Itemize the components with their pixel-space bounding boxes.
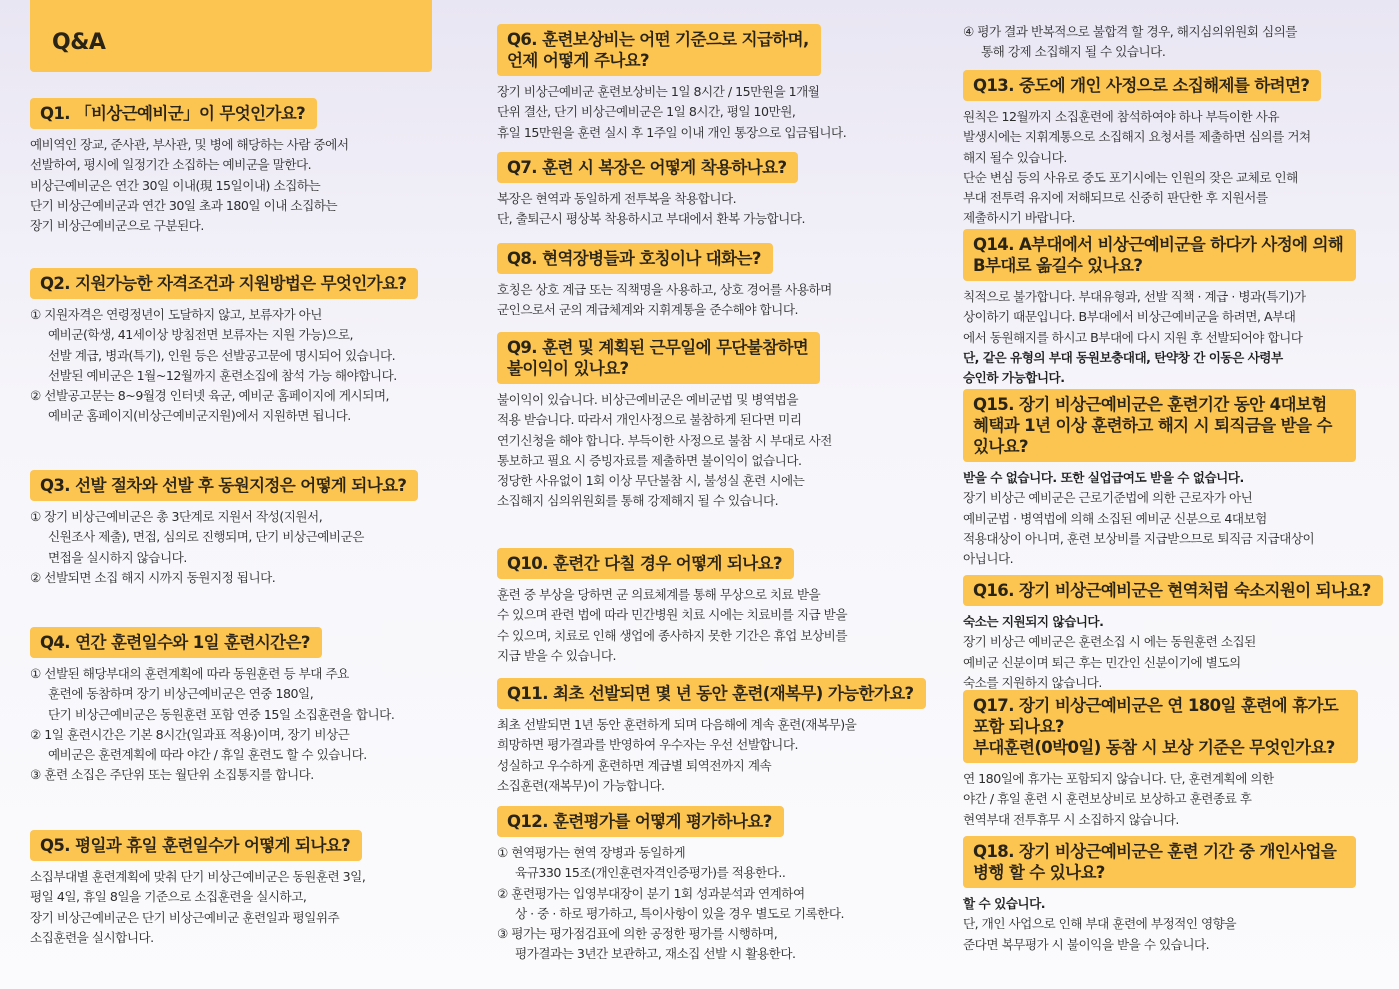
answer-line: 야간 / 휴일 훈련 시 훈련보상비로 보상하고 훈련종료 후 [963,791,1252,807]
question-heading: Q11. 최초 선발되면 몇 년 동안 훈련(재복무) 가능한가요? [497,678,926,709]
qa-section [963,389,1391,569]
question-heading: Q16. 장기 비상근예비군은 현역처럼 숙소지원이 되나요? [963,575,1383,606]
answer-text [963,107,1391,229]
qa-section [963,575,1391,693]
answer-line: 복장은 현역과 동일하게 전투복을 착용합니다. [497,191,737,206]
answer-line: 면접을 실시하지 않습니다. [48,549,187,565]
question-heading: Q17. 장기 비상근예비군은 연 180일 훈련에 휴가도 포함 되나요? 부대훈련(0박0일) 동참 시 보상 기준은 무엇인가요? [963,690,1358,763]
answer-line: 적용대상이 아니며, 훈련 보상비를 지급받으므로 퇴직금 지급대상이 [963,530,1315,546]
answer-line: ② 1일 훈련시간은 기본 8시간(일과표 적용)이며, 장기 비상근 [30,726,350,742]
answer-line: ② 훈련평가는 입영부대장이 분기 1회 성과분석과 연계하여 [497,885,805,901]
qa-section [30,830,440,948]
question-heading: Q12. 훈련평가를 어떻게 평가하나요? [497,806,784,837]
answer-line: 상 · 중 · 하로 평가하고, 특이사항이 있을 경우 별도로 기록한다. [515,905,845,921]
answer-line: 소집훈련(재복무)이 가능합니다. [497,777,665,793]
answer-line: 지급 받을 수 있습니다. [497,647,617,663]
answer-text [497,189,907,230]
answer-line: ① 현역평가는 현역 장병과 동일하게 [497,845,686,860]
answer-line: 예비군은 훈련계획에 따라 야간 / 휴일 훈련도 할 수 있습니다. [48,747,367,763]
answer-line: ② 선발공고문는 8~9월경 인터넷 육군, 예비군 홈페이지에 게시되며, [30,388,390,404]
qa-section [963,22,1391,63]
qa-section [497,243,907,321]
answer-line: ① 지원자격은 연령정년이 도달하지 않고, 보류자가 아닌 [30,307,322,322]
answer-text [30,664,440,786]
answer-line: 소집훈련을 실시합니다. [30,929,154,945]
answer-line: 예비군(학생, 41세이상 방침전면 보류자는 지원 가능)으로, [48,327,354,343]
answer-line: 통해 강제 소집해지 될 수 있습니다. [981,44,1166,60]
question-heading: Q10. 훈련간 다칠 경우 어떻게 되나요? [497,548,794,579]
answer-line: 예비역인 장교, 준사관, 부사관, 및 병에 해당하는 사람 중에서 [30,137,349,152]
qa-section [497,152,907,230]
question-heading: Q13. 중도에 개인 사정으로 소집해제를 하려면? [963,70,1321,101]
qa-section [963,836,1391,955]
answer-line: 비상근예비군은 연간 30일 이내(現 15일이내) 소집하는 [30,177,321,193]
answer-line: 숙소는 지원되지 않습니다. [963,614,1104,629]
answer-line: 부대 전투력 유지에 저해되므로 신중히 판단한 후 지원서를 [963,190,1268,206]
answer-line: 아닙니다. [963,551,1014,567]
answer-line: 선발된 예비군은 1월~12월까지 훈련소집에 참석 가능 해야합니다. [48,367,397,383]
answer-line: 에서 동원해지를 하시고 B부대에 다시 지원 후 선발되어야 합니다 [963,329,1303,345]
qa-section [497,24,907,143]
answer-text [963,22,1391,63]
question-heading: Q4. 연간 훈련일수와 1일 훈련시간은? [30,627,322,658]
answer-text [497,843,907,965]
answer-line: 장기 비상근예비군은 단기 비상근예비군 훈련일과 평일위주 [30,909,340,925]
answer-text [497,390,907,512]
qa-section [497,806,907,965]
answer-line: ④ 평가 결과 반복적으로 불합격 할 경우, 해지심의위원회 심의를 [963,24,1297,39]
answer-line: 적용 받습니다. 따라서 개인사정으로 불참하게 된다면 미리 [497,412,802,428]
answer-line: 제출하시기 바랍니다. [963,210,1075,226]
answer-line: 소집해지 심의위원회를 통해 강제해지 될 수 있습니다. [497,493,779,509]
answer-line: 최초 선발되면 1년 동안 훈련하게 되며 다음해에 계속 훈련(재복무)을 [497,717,857,732]
qa-section [30,627,440,786]
qa-section [497,678,914,796]
answer-text [497,82,907,143]
answer-line: 숙소를 지원하지 않습니다. [963,674,1102,690]
question-heading: Q8. 현역장병들과 호칭이나 대화는? [497,243,773,274]
answer-text [963,468,1391,569]
question-heading: Q3. 선발 절차와 선발 후 동원지정은 어떻게 되나요? [30,470,418,501]
qa-section [30,268,440,427]
answer-line: 예비군법 · 병역법에 의해 소집된 예비군 신분으로 4대보험 [963,510,1267,526]
answer-line: 단, 개인 사업으로 인해 부대 훈련에 부정적인 영향을 [963,916,1237,932]
page-title: Q&A [52,30,106,55]
answer-line: 선발 계급, 병과(특기), 인원 등은 선발공고문에 명시되어 있습니다. [48,347,396,363]
answer-line: 현역부대 전투휴무 시 소집하지 않습니다. [963,811,1179,827]
answer-text [30,867,440,948]
answer-line: 연 180일에 휴가는 포함되지 않습니다. 단, 훈련계획에 의한 [963,771,1274,786]
answer-line: 해지 될수 있습니다. [963,149,1067,165]
answer-text [963,894,1391,955]
question-heading: Q2. 지원가능한 자격조건과 지원방법은 무엇인가요? [30,268,418,299]
answer-line: 장기 비상근예비군으로 구분된다. [30,218,204,234]
answer-line: 준다면 복무평가 시 불이익을 받을 수 있습니다. [963,936,1210,952]
answer-text [963,612,1391,693]
question-heading: Q9. 훈련 및 계획된 근무일에 무단불참하면 불이익이 있나요? [497,332,820,384]
question-heading: Q18. 장기 비상근예비군은 훈련 기간 중 개인사업을 병행 할 수 있나요? [963,836,1356,888]
qa-section [30,98,440,236]
answer-text [30,305,440,427]
answer-text [963,287,1391,388]
answer-line: 연기신청을 해야 합니다. 부득이한 사정으로 불참 시 부대로 사전 [497,432,832,448]
answer-line: 휴일 15만원을 훈련 실시 후 1주일 이내 개인 통장으로 입금됩니다. [497,124,847,140]
answer-line: 단기 비상근예비군은 동원훈련 포함 연중 15일 소집훈련을 합니다. [48,706,395,722]
answer-line: 단위 결산, 단기 비상근예비군은 1일 8시간, 평일 10만원, [497,104,796,120]
answer-line: 수 있으며 관련 법에 따라 민간병원 치료 시에는 치료비를 지급 받을 [497,607,848,623]
answer-line: ② 선발되면 소집 해지 시까지 동원지정 됩니다. [30,569,276,585]
question-heading: Q6. 훈련보상비는 어떤 기준으로 지급하며, 언제 어떻게 주나요? [497,24,821,76]
answer-line: 예비군 홈페이지(비상근예비군지원)에서 지원하면 됩니다. [48,408,351,424]
answer-line: 선발하여, 평시에 일정기간 소집하는 예비군을 말한다. [30,157,312,173]
answer-line: 받을 수 없습니다. 또한 실업급여도 받을 수 없습니다. [963,470,1244,485]
answer-line: 군인으로서 군의 계급체계와 지휘계통을 준수해야 합니다. [497,302,798,318]
answer-line: 불이익이 있습니다. 비상근예비군은 예비군법 및 병역법을 [497,392,798,407]
answer-line: 단순 변심 등의 사유로 중도 포기시에는 인원의 잦은 교체로 인해 [963,169,1298,185]
answer-line: 신원조사 제출), 면접, 심의로 진행되며, 단기 비상근예비군은 [48,529,364,545]
answer-line: 예비군 신분이며 퇴근 후는 민간인 신분이기에 별도의 [963,654,1241,670]
answer-line: 단기 비상근예비군과 연간 30일 초과 180일 이내 소집하는 [30,197,338,213]
answer-text [963,769,1391,830]
answer-line: 단, 출퇴근시 평상복 착용하시고 부대에서 환복 가능합니다. [497,211,805,227]
answer-line: 훈련 중 부상을 당하면 군 의료체계를 통해 무상으로 치료 받을 [497,587,821,602]
answer-line: 장기 비상근예비군 훈련보상비는 1일 8시간 / 15만원을 1개월 [497,84,820,99]
question-heading: Q7. 훈련 시 복장은 어떻게 착용하나요? [497,152,798,183]
answer-line: ① 선발된 해당부대의 훈련계획에 따라 동원훈련 등 부대 주요 [30,666,349,681]
question-heading: Q5. 평일과 휴일 훈련일수가 어떻게 되나요? [30,830,362,861]
answer-text [497,715,907,796]
answer-text [30,507,440,588]
answer-line: 할 수 있습니다. [963,896,1046,911]
answer-line: 호칭은 상호 계급 또는 직책명을 사용하고, 상호 경어를 사용하며 [497,282,832,297]
qa-section [963,229,1391,388]
answer-line: 수 있으며, 치료로 인해 생업에 종사하지 못한 기간은 휴업 보상비를 [497,627,848,643]
qa-section [497,548,907,666]
answer-line: ③ 훈련 소집은 주단위 또는 월단위 소집통지를 합니다. [30,767,314,783]
qa-section [30,470,440,588]
answer-line: 육규330 15조(개인훈련자격인증평가)를 적용한다.. [515,865,786,881]
answer-line: 칙적으로 불가합니다. 부대유형과, 선발 직책 · 계급 · 병과(특기)가 [963,289,1306,304]
qa-section [963,70,1391,229]
answer-text [497,280,907,321]
answer-line: 단, 같은 유형의 부대 동원보충대대, 탄약창 간 이동은 사령부 [963,349,1283,365]
question-heading: Q14. A부대에서 비상근예비군을 하다가 사정에 의해 B부대로 옮길수 있나요? [963,229,1356,281]
answer-line: 평일 4일, 휴일 8일을 기준으로 소집훈련을 실시하고, [30,889,307,905]
answer-text [497,585,907,666]
question-heading: Q1. 「비상근예비군」이 무엇인가요? [30,98,317,129]
answer-line: 정당한 사유없이 1회 이상 무단불참 시, 불성실 훈련 시에는 [497,473,805,489]
answer-line: 장기 비상근 예비군은 훈련소집 시 에는 동원훈련 소집된 [963,634,1256,650]
answer-line: 장기 비상근 예비군은 근로기준법에 의한 근로자가 아닌 [963,490,1253,506]
answer-text [30,135,440,236]
answer-line: 통보하고 필요 시 증빙자료를 제출하면 불이익이 없습니다. [497,452,802,468]
answer-line: 승인하 가능합니다. [963,370,1065,386]
qa-title-banner [30,0,432,72]
answer-line: 평가결과는 3년간 보관하고, 재소집 선발 시 활용한다. [515,946,796,962]
answer-line: 발생시에는 지휘계통으로 소집해지 요청서를 제출하면 심의를 거쳐 [963,129,1311,145]
answer-line: 성실하고 우수하게 훈련하면 계급별 퇴역전까지 계속 [497,757,772,773]
answer-line: ③ 평가는 평가점검표에 의한 공정한 평가를 시행하며, [497,926,778,942]
answer-line: 소집부대별 훈련계획에 맞춰 단기 비상근예비군은 동원훈련 3일, [30,869,366,884]
answer-line: ① 장기 비상근예비군은 총 3단계로 지원서 작성(지원서, [30,509,323,524]
answer-line: 희망하면 평가결과를 반영하여 우수자는 우선 선발합니다. [497,737,798,753]
answer-line: 상이하기 때문입니다. B부대에서 비상근예비군을 하려면, A부대 [963,309,1296,325]
answer-line: 훈련에 동참하며 장기 비상근예비군은 연중 180일, [48,686,314,702]
question-heading: Q15. 장기 비상근예비군은 훈련기간 동안 4대보험 혜택과 1년 이상 훈련하고 해지 시 퇴직금을 받을 수 있나요? [963,389,1356,462]
qa-section [963,690,1391,830]
qa-section [497,332,907,512]
answer-line: 원칙은 12월까지 소집훈련에 참석하여야 하나 부득이한 사유 [963,109,1280,124]
